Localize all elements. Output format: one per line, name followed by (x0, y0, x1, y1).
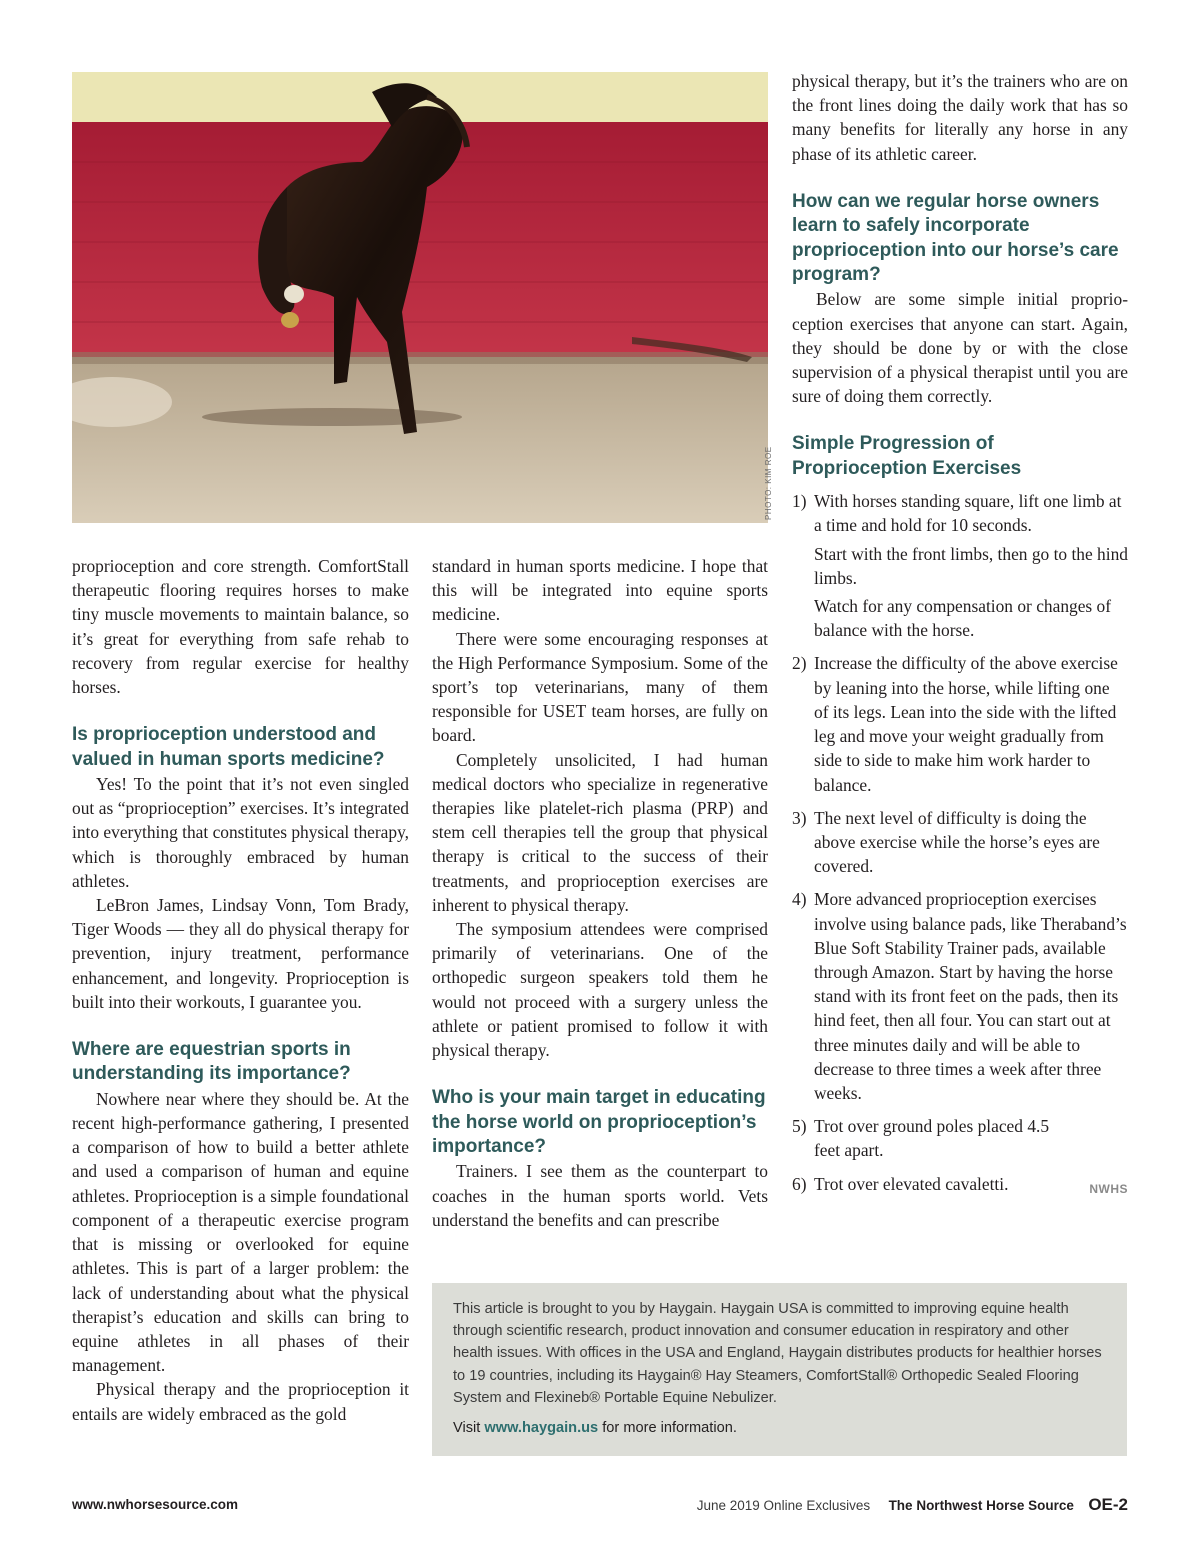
footer-website[interactable]: www.nwhorsesource.com (72, 1497, 239, 1512)
paragraph: LeBron James, Lindsay Vonn, Tom Brady, Tiger Woods — they all do physical therapy for prevention, injury treatment, performance enhancement, and longevity. Proprioception is built into their workouts, I guarantee you. (72, 895, 409, 1012)
paragraph: The symposium attendees were comprised primarily of veterinarians. One of the orthopedic surgeon speakers told them he would not proceed with a surgery unless the athlete or patient promised to follow it with physical therapy. (432, 919, 768, 1061)
list-text: Increase the difficulty of the above exercise by leaning into the horse, while lifting one of its legs. Lean into the side with the lifted leg and move your weight gradually from side to side to make him work harder to balance. (814, 653, 1118, 795)
list-number: 2) (792, 653, 807, 674)
list-subtext: Watch for any compensation or changes of balance with the horse. (814, 596, 1112, 641)
column-left (72, 554, 409, 1426)
list-item (792, 1172, 1128, 1196)
list-item (792, 651, 1128, 796)
list-text: More advanced proprioception exercises involve using balance pads, like Theraband’s Blue Soft Stability Trainer pads, available through Amazon. Start by having the horse stand with its front feet on the pads, then its hind feet, then all four. You can start out at three minutes daily and will be able to decrease to three times a week after three weeks. (814, 889, 1127, 1103)
column-middle (432, 554, 768, 1232)
list-number: 1) (792, 491, 807, 512)
section-heading: Who is your main target in educating the horse world on proprioception’s importance? (432, 1087, 766, 1158)
list-number: 4) (792, 889, 807, 910)
list-number: 3) (792, 807, 807, 828)
section-heading: Is proprioception understood and valued in human sports medicine? (72, 724, 385, 770)
haygain-link[interactable]: www.haygain.us (484, 1420, 599, 1437)
paragraph: Physical therapy and the proprioception it entails are widely embraced as the gold (72, 1379, 409, 1424)
list-text: The next level of difficulty is doing the above exercise while the horse’s eyes are covered. (814, 807, 1100, 877)
paragraph: Yes! To the point that it’s not even singled out as “proprioception” exercises. It’s integrated into everything that constitutes physical therapy, which is thoroughly embraced by human athletes. (72, 774, 409, 891)
horse-photo-illustration (72, 72, 768, 523)
list-number: 6) (792, 1173, 807, 1194)
list-number: 5) (792, 1116, 807, 1137)
sponsor-text: This article is brought to you by Haygain. Haygain USA is committed to improving equine health through scientific research, product innovation and consumer education in respiratory and other health issues. With offices in the USA and England, Haygain distributes products for healthier horses to 19 countries, including its Haygain® Hay Steamers, ComfortStall® Orthopedic Sealed Flooring System and Flexineb® Portable Equine Nebulizer. (453, 1301, 1102, 1406)
list-text: Trot over ground poles placed 4.5 feet apart. (814, 1116, 1050, 1161)
list-item (792, 806, 1128, 879)
footer-right (697, 1495, 1128, 1515)
section-heading: Where are equestrian sports in understanding its importance? (72, 1039, 351, 1085)
list-item (792, 489, 1128, 642)
sponsor-visit-line (453, 1417, 1107, 1439)
photo-credit: PHOTO: KIM ROE (764, 446, 773, 520)
footer-issue: June 2019 Online Exclusives (696, 1498, 871, 1513)
section-heading: How can we regular horse owners learn to safely incorporate proprioception into our horse’s care program? (792, 190, 1119, 286)
paragraph: standard in human sports medicine. I hope that this will be integrated into equine sports medicine. (432, 556, 768, 625)
visit-prefix: Visit (453, 1420, 481, 1437)
paragraph: physical therapy, but it’s the trainers who are on the front lines doing the daily work that has so many benefits for literally any horse in any phase of its athletic career. (792, 71, 1128, 164)
paragraph: Completely unsolicited, I had human medical doctors who specialize in regenerative therapies like platelet-rich plasma (PRP) and stem cell therapies tell the group that physical therapy is critical to the success of their treatments, and proprioception exercises are inherent to physical therapy. (432, 749, 768, 915)
page-footer (72, 1495, 1128, 1519)
sponsor-box (432, 1283, 1127, 1456)
column-right (792, 69, 1128, 1205)
list-text: Trot over elevated cavaletti. (814, 1173, 1009, 1194)
list-subtext: Start with the front limbs, then go to the hind limbs. (814, 543, 1128, 588)
visit-suffix: for more information. (602, 1420, 737, 1437)
list-item (792, 1114, 1128, 1162)
paragraph: Trainers. I see them as the counterpart to coaches in the human sports world. Vets understand the benefits and can prescribe (432, 1161, 768, 1230)
paragraph: proprioception and core strength. ComfortStall therapeutic flooring requires horses to make tiny muscle movements to maintain balance, so it’s great for everything from safe rehab to recovery from regular exercise for healthy horses. (72, 556, 409, 698)
list-item (792, 887, 1128, 1105)
paragraph: There were some encouraging responses at the High Performance Symposium. Some of the sport’s top veterinarians, many of them responsible for USET team horses, are fully on board. (432, 628, 768, 746)
footer-publication: The Northwest Horse Source (888, 1498, 1074, 1513)
nwhs-signoff: NWHS (1089, 1181, 1128, 1196)
article-photo (72, 72, 768, 523)
section-heading: Simple Progression of Proprioception Exercises (792, 433, 1022, 479)
list-text: With horses standing square, lift one limb at a time and hold for 10 seconds. (814, 491, 1122, 536)
paragraph: Nowhere near where they should be. At the recent high-performance gathering, I presented a comparison of how to build a better athlete and used a comparison of human and equine athletes. Proprioception is a simple foundational component of a therapeutic exercise program that is missing or overlooked for equine athletes. This is part of a larger problem: the lack of understanding about what the physical therapist’s education and skills can bring to equine athletes in all phases of their management. (72, 1088, 409, 1376)
page-number: OE-2 (1088, 1495, 1128, 1514)
exercise-list (792, 489, 1128, 1195)
paragraph: Below are some simple initial proprioception exercises that anyone can start. Again, they should be done by or with the close supervision of a physical therapist until you are sure of doing them correctly. (792, 289, 1128, 407)
